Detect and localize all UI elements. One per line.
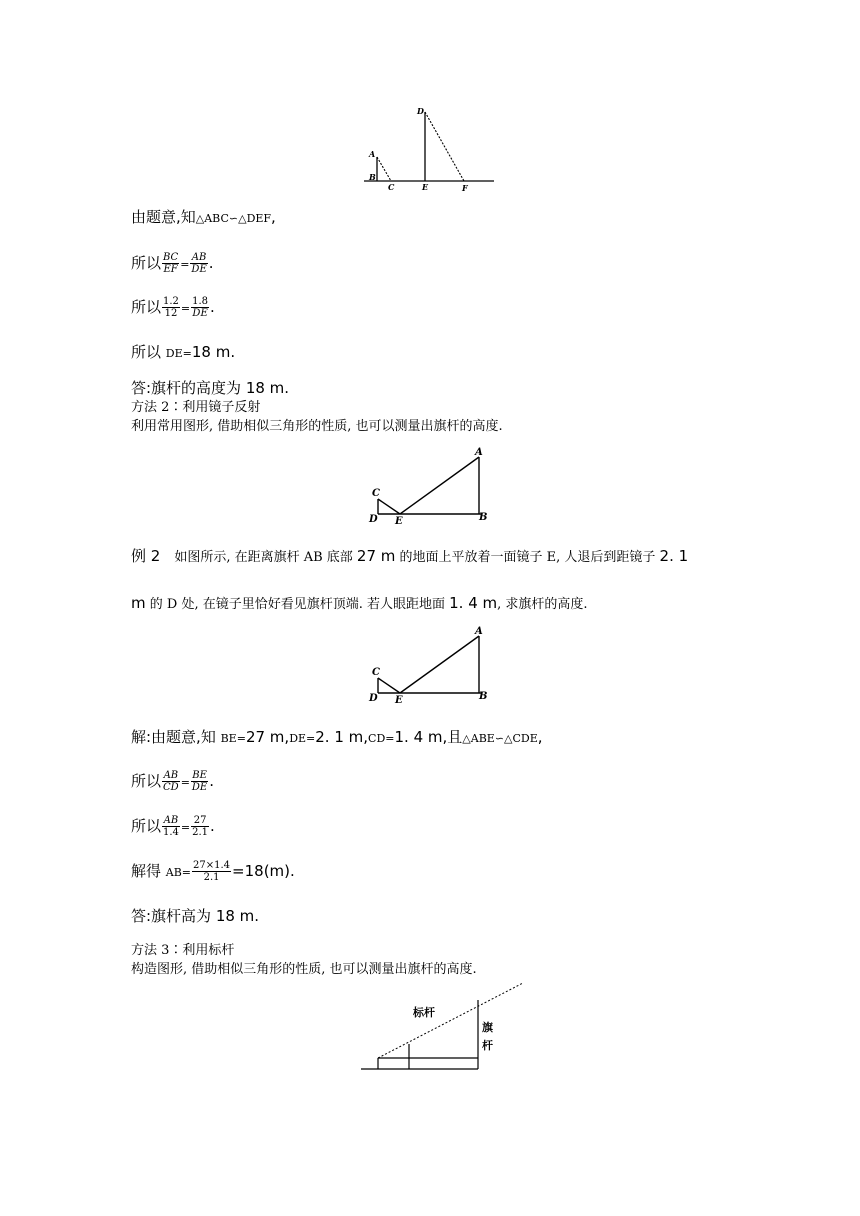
label-flag-2: 杆 [482, 1039, 493, 1052]
label-a: A [475, 626, 483, 637]
fraction: $\frac{1.2}{12}$ [163, 296, 179, 319]
label-a: A [369, 149, 376, 159]
segment-ce [378, 678, 400, 693]
figure-benchmark-pole [358, 978, 528, 1076]
label-b: B [479, 512, 488, 523]
fraction: $\frac{AB}{1.4}$ [163, 815, 179, 838]
s1-line2: 所以 $\frac{BC}{EF}$ = $\frac{AB}{DE}$ . [131, 252, 214, 275]
segment-ea [400, 636, 479, 693]
fraction: $\frac{27\times 1.4}{2.1}$ [193, 860, 231, 883]
method2-desc: 利用常用图形, 借助相似三角形的性质, 也可以测量出旗杆的高度. [131, 419, 503, 434]
label-flag-1: 旗 [482, 1021, 493, 1034]
label-e: E [395, 516, 403, 527]
segment-ce [378, 499, 400, 514]
fraction: $\frac{AB}{CD}$ [163, 770, 179, 793]
s2-line1: 解:由题意,知 BE=27 m,DE=2. 1 m,CD=1. 4 m,且△ABE∽△CDE, [131, 728, 543, 746]
label-c: C [388, 182, 395, 192]
fraction: $\frac{27}{2.1}$ [192, 815, 209, 838]
method3-title: 方法 3∶利用标杆 [131, 943, 235, 958]
segment-df-dashed [425, 112, 464, 181]
example2-line2: m 的 D 处, 在镜子里恰好看见旗杆顶端. 若人眼距地面 1. 4 m, 求旗杆的高度. [131, 594, 588, 612]
label-e: E [422, 182, 429, 192]
example-label: 例 2 [131, 547, 161, 565]
label-c: C [372, 488, 380, 499]
method2-title: 方法 2∶利用镜子反射 [131, 400, 261, 415]
s1-line4: 所以 DE=18 m. [131, 343, 236, 361]
figure-shadow-triangles [360, 102, 500, 194]
s2-line4: 解得 AB= $\frac{27\times 1.4}{2.1}$ =18(m). [131, 860, 295, 883]
sight-line-dashed [378, 983, 523, 1058]
label-b: B [369, 172, 376, 182]
s2-answer: 答:旗杆高为 18 m. [131, 907, 260, 925]
figure-mirror-example [365, 624, 495, 706]
method3-desc: 构造图形, 借助相似三角形的性质, 也可以测量出旗杆的高度. [131, 962, 477, 977]
s1-line1: 由题意,知△ABC∽△DEF, [131, 208, 276, 226]
label-c: C [372, 667, 380, 678]
s2-line2: 所以 $\frac{AB}{CD}$ = $\frac{BE}{DE}$ . [131, 770, 215, 793]
s1-line3: 所以 $\frac{1.2}{12}$ = $\frac{1.8}{DE}$ . [131, 296, 215, 319]
label-b: B [479, 691, 488, 702]
fraction: $\frac{1.8}{DE}$ [192, 296, 209, 319]
s1-answer: 答:旗杆的高度为 18 m. [131, 379, 290, 397]
figure-mirror [365, 445, 495, 527]
fraction: $\frac{BE}{DE}$ [191, 770, 208, 793]
fraction: $\frac{AB}{DE}$ [191, 252, 207, 275]
label-d: D [369, 693, 378, 704]
fraction: $\frac{BC}{EF}$ [163, 252, 179, 275]
example2-line1: 例 2 如图所示, 在距离旗杆 AB 底部 27 m 的地面上平放着一面镜子 E, 人退后到距镜子 2. 1 [131, 547, 689, 565]
label-d: D [417, 106, 424, 116]
label-a: A [475, 447, 483, 458]
label-f: F [462, 183, 468, 193]
segment-ac-dashed [377, 157, 391, 181]
s2-line3: 所以 $\frac{AB}{1.4}$ = $\frac{27}{2.1}$ . [131, 815, 215, 838]
segment-ea [400, 457, 479, 514]
label-pole: 标杆 [413, 1006, 435, 1019]
label-d: D [369, 514, 378, 525]
label-e: E [395, 695, 403, 706]
